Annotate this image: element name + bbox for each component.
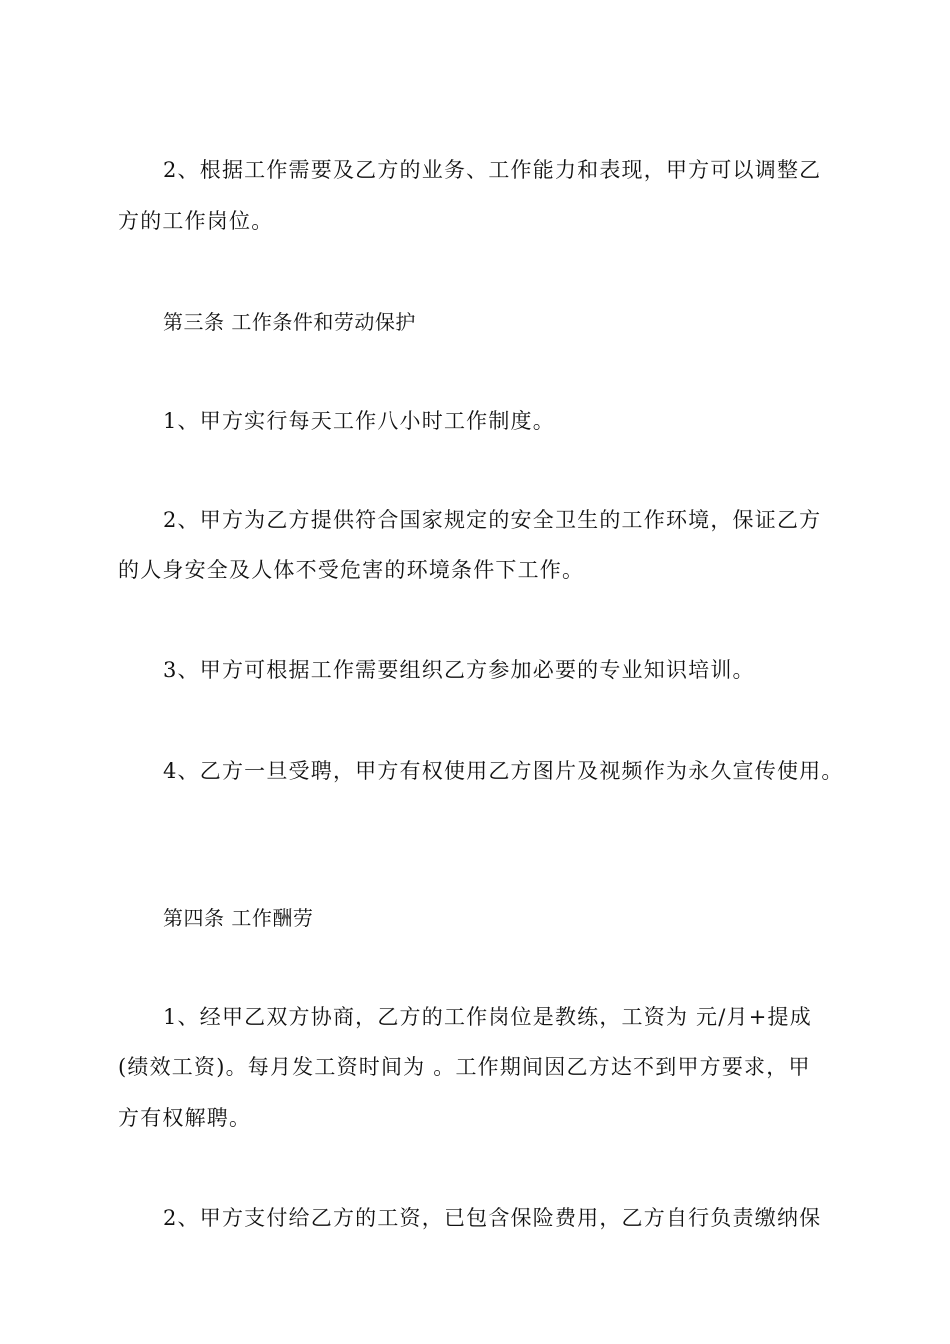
paragraph-salary-line-3: 方有权解聘。 [118,1106,252,1130]
paragraph-insurance-line-1: 2、甲方支付给乙方的工资，已包含保险费用，乙方自行负责缴纳保 [163,1206,822,1230]
paragraph-training: 3、甲方可根据工作需要组织乙方参加必要的专业知识培训。 [163,658,755,682]
paragraph-working-hours: 1、甲方实行每天工作八小时工作制度。 [163,409,555,433]
paragraph-salary-line-2: (绩效工资)。每月发工资时间为 。工作期间因乙方达不到甲方要求，甲 [118,1055,811,1079]
article-4-heading: 第四条 工作酬劳 [163,906,314,930]
article-3-heading: 第三条 工作条件和劳动保护 [163,310,416,334]
paragraph-adjust-position-line-2: 方的工作岗位。 [118,209,274,233]
paragraph-salary-line-1: 1、经甲乙双方协商，乙方的工作岗位是教练，工资为 元/月+提成 [163,1005,812,1029]
paragraph-image-rights: 4、乙方一旦受聘，甲方有权使用乙方图片及视频作为永久宣传使用。 [163,759,844,783]
paragraph-safety-line-2: 的人身安全及人体不受危害的环境条件下工作。 [118,558,585,582]
paragraph-safety-line-1: 2、甲方为乙方提供符合国家规定的安全卫生的工作环境，保证乙方 [163,508,822,532]
paragraph-adjust-position-line-1: 2、根据工作需要及乙方的业务、工作能力和表现，甲方可以调整乙 [163,158,822,182]
